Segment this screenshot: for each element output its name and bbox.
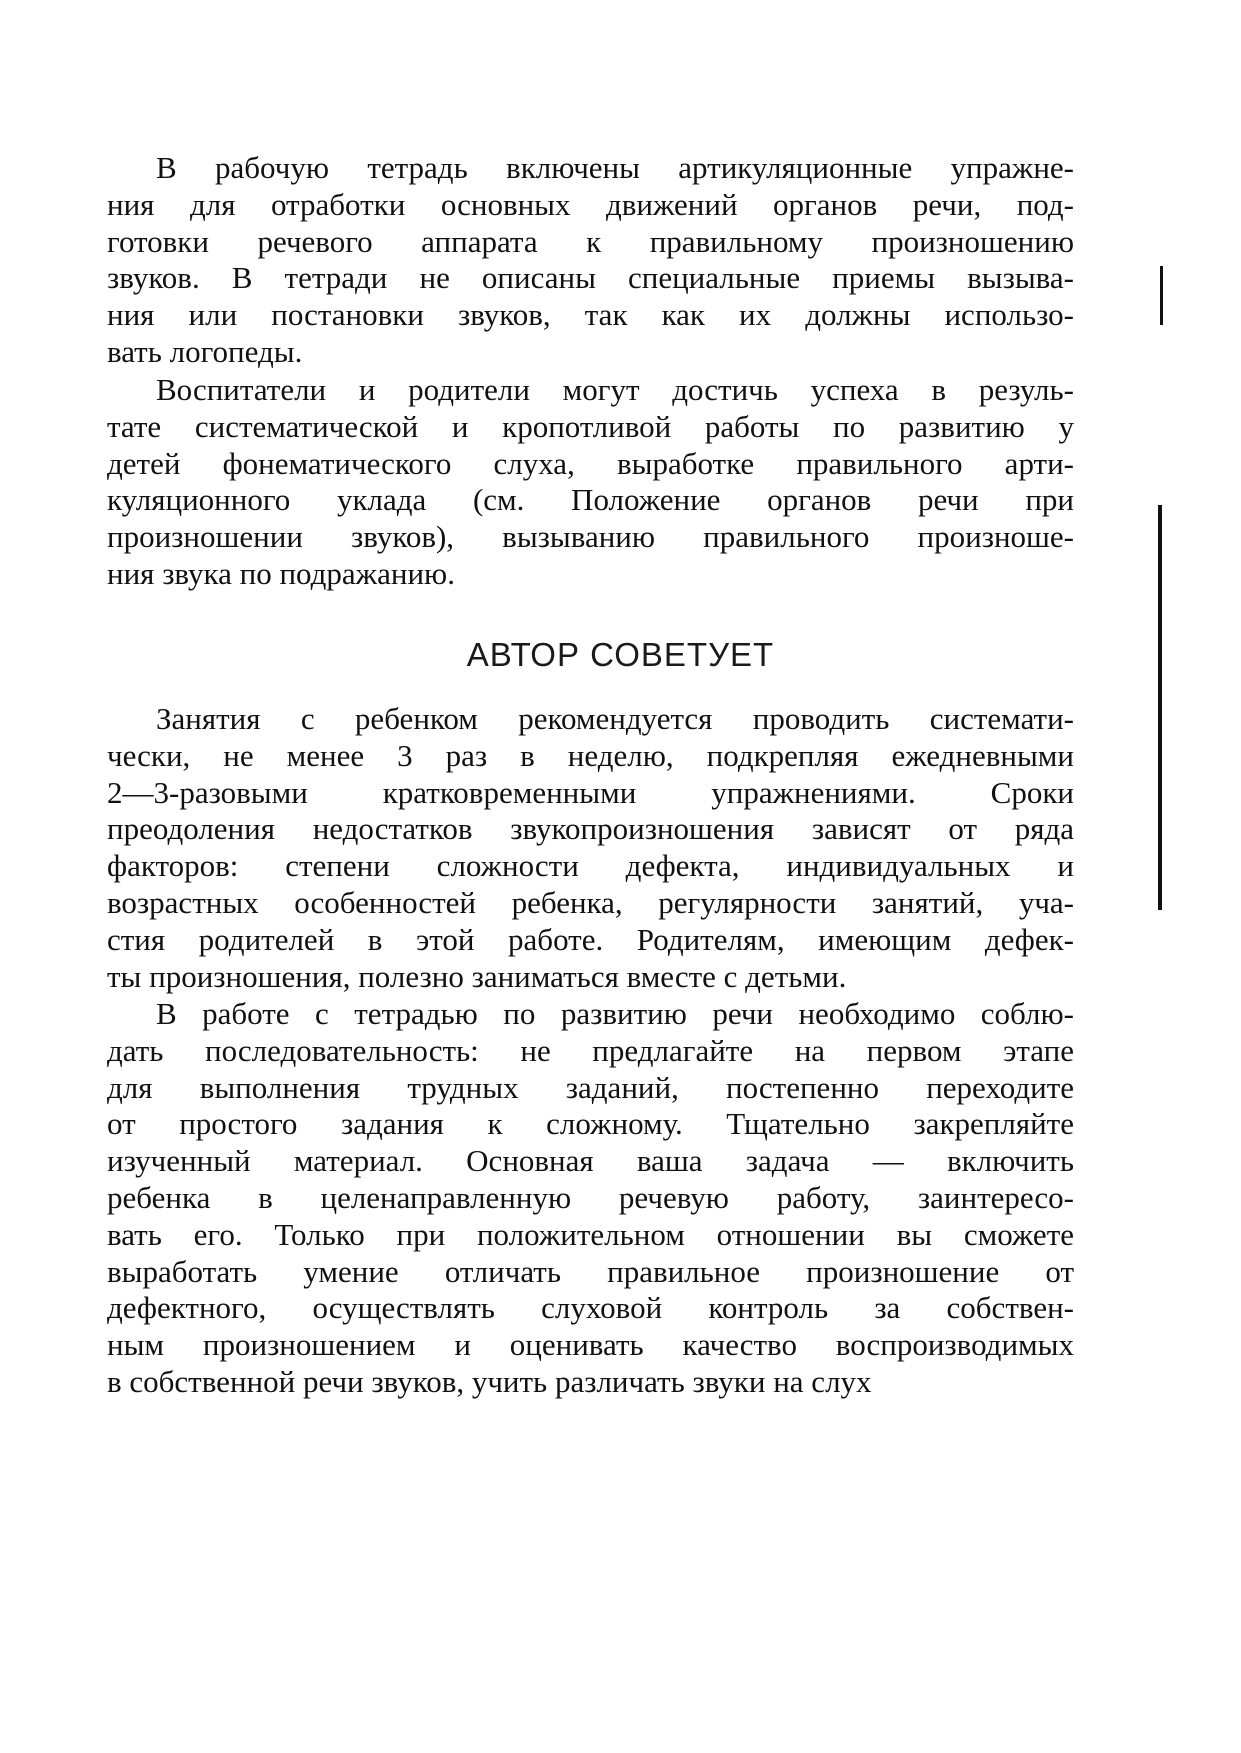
text-line: Занятия с ребенком рекомендуется проводить системати-	[156, 701, 1074, 736]
text-line: преодоления недостатков звукопроизношения зависят от ряда	[107, 811, 1074, 847]
text-line: вать логопеды.	[107, 333, 303, 369]
text-line: для выполнения трудных заданий, постепенно переходите	[107, 1069, 1074, 1105]
text-line: В рабочую тетрадь включены артикуляционные упражне-	[156, 150, 1074, 185]
text-line: ния звука по подражанию.	[107, 555, 455, 591]
text-line: произношении звуков), вызыванию правильного произноше-	[107, 519, 1074, 555]
text-line: ния или постановки звуков, так как их должны использо-	[107, 297, 1074, 333]
paragraph-lesson-schedule	[107, 701, 1074, 995]
text-line: дать последовательность: не предлагайте на первом этапе	[107, 1032, 1074, 1068]
text-line: Воспитатели и родители могут достичь успеха в резуль-	[156, 372, 1074, 407]
text-line: выработать умение отличать правильное произношение от	[107, 1253, 1074, 1289]
text-line: 2—3-разовыми кратковременными упражнениями. Сроки	[107, 774, 1074, 810]
text-line: куляционного уклада (см. Положение органов речи при	[107, 482, 1074, 518]
paragraph-educators-parents	[107, 372, 1074, 593]
text-line: звуков. В тетради не описаны специальные приемы вызыва-	[107, 260, 1074, 296]
text-line: изученный материал. Основная ваша задача — включить	[107, 1143, 1074, 1179]
text-line: факторов: степени сложности дефекта, индивидуальных и	[107, 848, 1074, 884]
text-line: тате систематической и кропотливой работы по развитию у	[107, 408, 1074, 444]
text-line: чески, не менее 3 раз в неделю, подкрепляя ежедневными	[107, 737, 1074, 773]
margin-rule-long	[1158, 505, 1162, 910]
text-line: В работе с тетрадью по развитию речи необходимо соблю-	[156, 996, 1074, 1031]
text-line: вать его. Только при положительном отношении вы сможете	[107, 1216, 1074, 1252]
margin-rule-short	[1160, 266, 1163, 325]
text-line: ты произношения, полезно заниматься вместе с детьми.	[107, 958, 847, 994]
text-line: в собственной речи звуков, учить различать звуки на слух	[107, 1363, 872, 1399]
text-line: дефектного, осуществлять слуховой контроль за собствен-	[107, 1290, 1074, 1326]
text-line: ным произношением и оценивать качество воспроизводимых	[107, 1327, 1074, 1363]
text-line: ния для отработки основных движений органов речи, под-	[107, 186, 1074, 222]
paragraph-workbook-sequence	[107, 996, 1074, 1401]
text-line: стия родителей в этой работе. Родителям, имеющим дефек-	[107, 921, 1074, 957]
text-line: детей фонематического слуха, выработке правильного арти-	[107, 445, 1074, 481]
text-line: от простого задания к сложному. Тщательно закрепляйте	[107, 1106, 1074, 1142]
text-line: возрастных особенностей ребенка, регулярности занятий, уча-	[107, 884, 1074, 920]
paragraph-articulation-exercises	[107, 150, 1074, 371]
text-line: готовки речевого аппарата к правильному произношению	[107, 223, 1074, 259]
section-heading: АВТОР СОВЕТУЕТ	[466, 636, 775, 673]
text-line: ребенка в целенаправленную речевую работу, заинтересо-	[107, 1179, 1074, 1215]
